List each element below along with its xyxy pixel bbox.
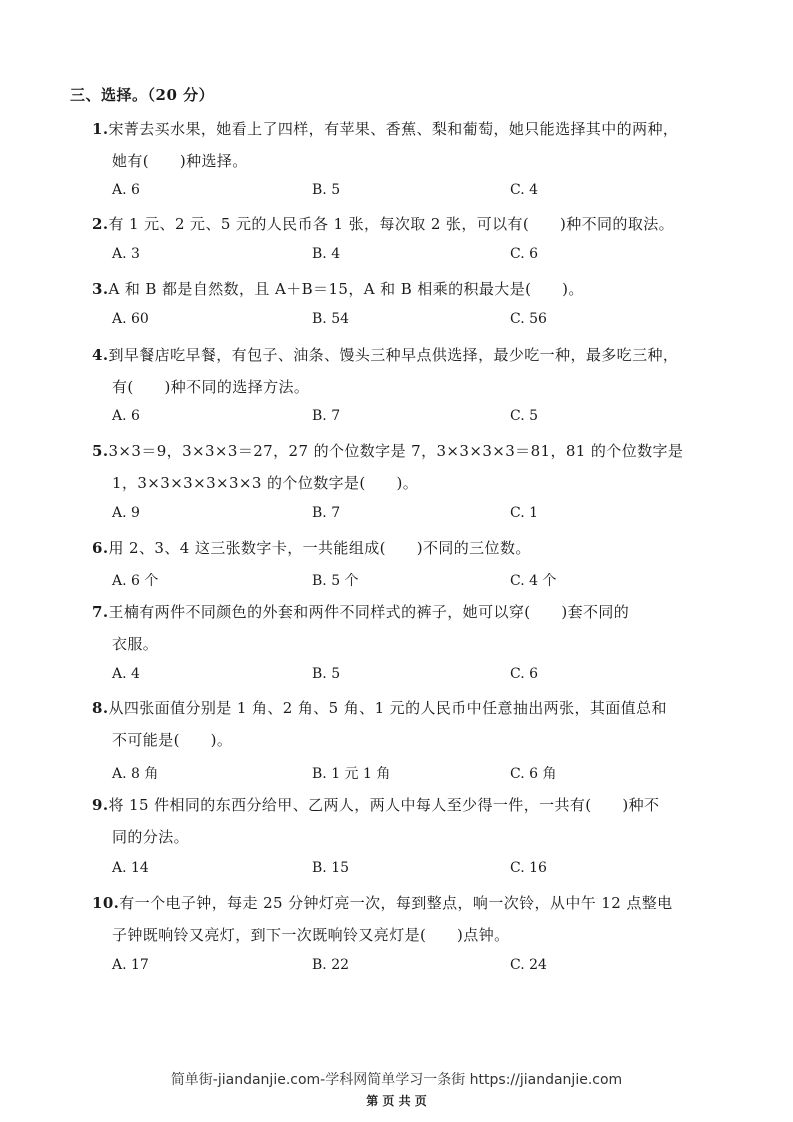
question-text-line1: 用 2、3、4 这三张数字卡，一共能组成( )不同的三位数。	[108, 539, 531, 557]
option-c[interactable]: C. 4 个	[510, 573, 557, 589]
question-text-line1: 将 15 件相同的东西分给甲、乙两人，两人中每人至少得一件，一共有( )种不	[108, 796, 660, 814]
options-7	[112, 666, 712, 688]
question-7	[92, 596, 704, 660]
options-1	[112, 182, 712, 204]
question-text-line2: 子钟既响铃又亮灯，到下一次既响铃又亮灯是( )点钟。	[112, 926, 510, 944]
question-3	[92, 273, 704, 305]
option-c[interactable]: C. 24	[510, 957, 547, 973]
footer-site-link[interactable]: 简单街-jiandanjie.com-学科网简单学习一条街 https://jiandanjie.com	[170, 1072, 623, 1088]
option-c[interactable]: C. 4	[510, 182, 539, 198]
section-title: 三、选择。（20 分）	[70, 86, 215, 104]
option-a[interactable]: A. 6	[112, 182, 140, 198]
question-text-line2: 1，3×3×3×3×3×3 的个位数字是( )。	[112, 474, 419, 492]
footer-page-number: 第 页 共 页	[366, 1094, 427, 1108]
question-text-line2: 同的分法。	[112, 828, 190, 846]
question-text-line1: 3×3＝9，3×3×3＝27，27 的个位数字是 7，3×3×3×3＝81，81 的个位数字是	[108, 442, 684, 460]
question-text-line2: 衣服。	[112, 635, 159, 653]
question-text-line2: 有( )种不同的选择方法。	[112, 378, 310, 396]
question-text-line1: A 和 B 都是自然数，且 A＋B＝15，A 和 B 相乘的积最大是( )。	[108, 280, 584, 298]
option-b[interactable]: B. 4	[312, 246, 341, 262]
option-a[interactable]: A. 3	[112, 246, 140, 262]
options-4	[112, 408, 712, 430]
options-5	[112, 505, 712, 527]
question-2	[92, 208, 704, 240]
question-number: 5.	[92, 442, 109, 460]
option-b[interactable]: B. 5 个	[312, 573, 359, 589]
question-text-line1: 有一个电子钟，每走 25 分钟灯亮一次，每到整点，响一次铃，从中午 12 点整电	[119, 894, 673, 912]
question-1	[92, 113, 704, 177]
question-text-line1: 王楠有两件不同颜色的外套和两件不同样式的裤子，她可以穿( )套不同的	[108, 603, 630, 621]
question-number: 6.	[92, 539, 109, 557]
options-6	[112, 570, 712, 592]
option-b[interactable]: B. 22	[312, 957, 350, 973]
question-4	[92, 339, 704, 403]
question-text-line1: 有 1 元、2 元、5 元的人民币各 1 张，每次取 2 张，可以有( )种不同的取法。	[108, 215, 675, 233]
option-c[interactable]: C. 6	[510, 666, 539, 682]
option-c[interactable]: C. 1	[510, 505, 539, 521]
question-number: 4.	[92, 346, 109, 364]
question-number: 7.	[92, 603, 109, 621]
options-10	[112, 957, 712, 979]
option-a[interactable]: A. 6 个	[112, 573, 159, 589]
options-2	[112, 246, 712, 268]
question-number: 9.	[92, 796, 109, 814]
question-8	[92, 692, 704, 756]
option-b[interactable]: B. 5	[312, 666, 341, 682]
options-8	[112, 763, 712, 785]
question-10	[92, 887, 704, 951]
question-6	[92, 532, 704, 564]
option-c[interactable]: C. 6	[510, 246, 539, 262]
option-a[interactable]: A. 9	[112, 505, 140, 521]
options-9	[112, 860, 712, 882]
question-text-line1: 从四张面值分别是 1 角、2 角、5 角、1 元的人民币中任意抽出两张，其面值总和	[108, 699, 667, 717]
question-text-line1: 到早餐店吃早餐，有包子、油条、馒头三种早点供选择，最少吃一种，最多吃三种，	[108, 346, 679, 364]
option-a[interactable]: A. 60	[112, 311, 149, 327]
option-b[interactable]: B. 7	[312, 408, 341, 424]
option-a[interactable]: A. 14	[112, 860, 149, 876]
option-a[interactable]: A. 8 角	[112, 766, 159, 782]
option-c[interactable]: C. 56	[510, 311, 547, 327]
question-number: 3.	[92, 280, 109, 298]
question-number: 8.	[92, 699, 109, 717]
option-a[interactable]: A. 17	[112, 957, 149, 973]
question-text-line2: 她有( )种选择。	[112, 152, 248, 170]
option-a[interactable]: A. 6	[112, 408, 140, 424]
question-text-line1: 宋菁去买水果，她看上了四样，有苹果、香蕉、梨和葡萄，她只能选择其中的两种，	[108, 120, 679, 138]
question-number: 10.	[92, 894, 120, 912]
question-9	[92, 789, 704, 853]
question-5	[92, 435, 704, 499]
question-text-line2: 不可能是( )。	[112, 731, 233, 749]
option-a[interactable]: A. 4	[112, 666, 140, 682]
question-number: 2.	[92, 215, 109, 233]
options-3	[112, 311, 712, 333]
option-b[interactable]: B. 7	[312, 505, 341, 521]
option-c[interactable]: C. 6 角	[510, 766, 557, 782]
question-number: 1.	[92, 120, 109, 138]
option-b[interactable]: B. 15	[312, 860, 350, 876]
option-b[interactable]: B. 54	[312, 311, 350, 327]
option-b[interactable]: B. 1 元 1 角	[312, 766, 391, 782]
option-b[interactable]: B. 5	[312, 182, 341, 198]
option-c[interactable]: C. 16	[510, 860, 547, 876]
option-c[interactable]: C. 5	[510, 408, 539, 424]
